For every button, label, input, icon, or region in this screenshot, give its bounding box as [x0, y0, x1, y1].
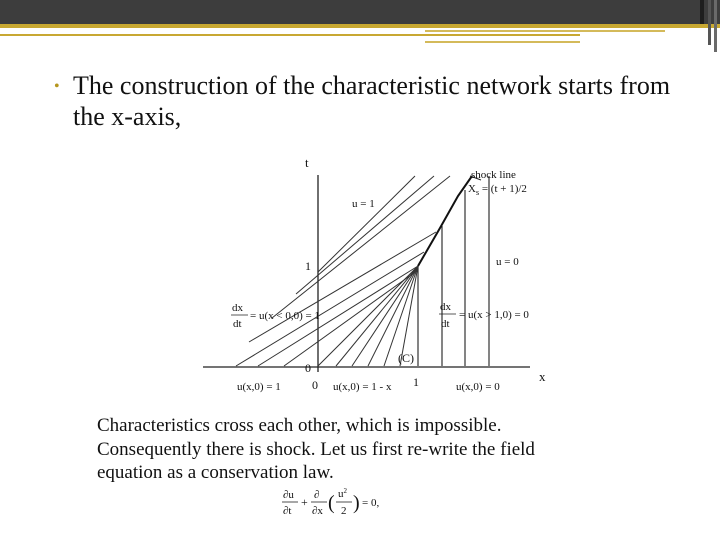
eq-dt: ∂t	[283, 505, 292, 517]
bullet-text: The construction of the characteristic network starts from the x-axis,	[73, 71, 671, 131]
u-right-region-label: u = 0	[496, 256, 519, 268]
initial-condition-left: u(x,0) = 1	[237, 381, 281, 393]
left-slope-num: dx	[232, 302, 243, 314]
eq-d: ∂	[314, 489, 320, 501]
eq-paren-open: (	[328, 492, 335, 514]
left-slope-equation: = u(x < 0,0) = 1	[250, 310, 320, 322]
right-slope-equation: = u(x > 1,0) = 0	[459, 309, 529, 321]
initial-condition-right: u(x,0) = 0	[456, 381, 500, 393]
eq-plus: +	[301, 495, 308, 509]
shock-equation: $X_s = (t + 1)/2$	[468, 183, 527, 197]
caption	[97, 414, 657, 485]
eq-dx: ∂x	[312, 505, 323, 517]
origin-zero: 0	[305, 361, 311, 375]
characteristic-line	[236, 252, 424, 366]
u-left-region-label: u = 1	[352, 198, 375, 210]
x-axis-label: x	[539, 369, 546, 384]
eq-rhs: = 0,	[362, 497, 380, 509]
shock-label: shock line	[471, 169, 516, 181]
t-axis-label: t	[305, 155, 309, 170]
x-zero: 0	[312, 378, 318, 392]
t-tick-one: 1	[305, 259, 311, 273]
shock-line	[418, 176, 472, 266]
curve-label: (C)	[398, 351, 414, 365]
characteristic-line	[318, 176, 415, 272]
bullet-icon: •	[54, 78, 60, 95]
x-tick-one: 1	[413, 375, 419, 389]
right-slope-num: dx	[440, 301, 451, 313]
eq-paren-close: )	[353, 492, 360, 514]
eq-u2: $u^2$	[338, 487, 347, 500]
caption-line: Consequently there is shock. Let us first re-write the field	[97, 438, 535, 460]
caption-line: Characteristics cross each other, which is impossible.	[97, 415, 502, 436]
eq-two: 2	[341, 505, 347, 517]
left-slope-den: dt	[233, 318, 242, 330]
eq-du: ∂u	[283, 489, 294, 501]
right-slope-den: dt	[441, 318, 450, 330]
caption-line: equation as a conservation law.	[97, 462, 334, 483]
initial-condition-middle: u(x,0) = 1 - x	[333, 381, 392, 393]
